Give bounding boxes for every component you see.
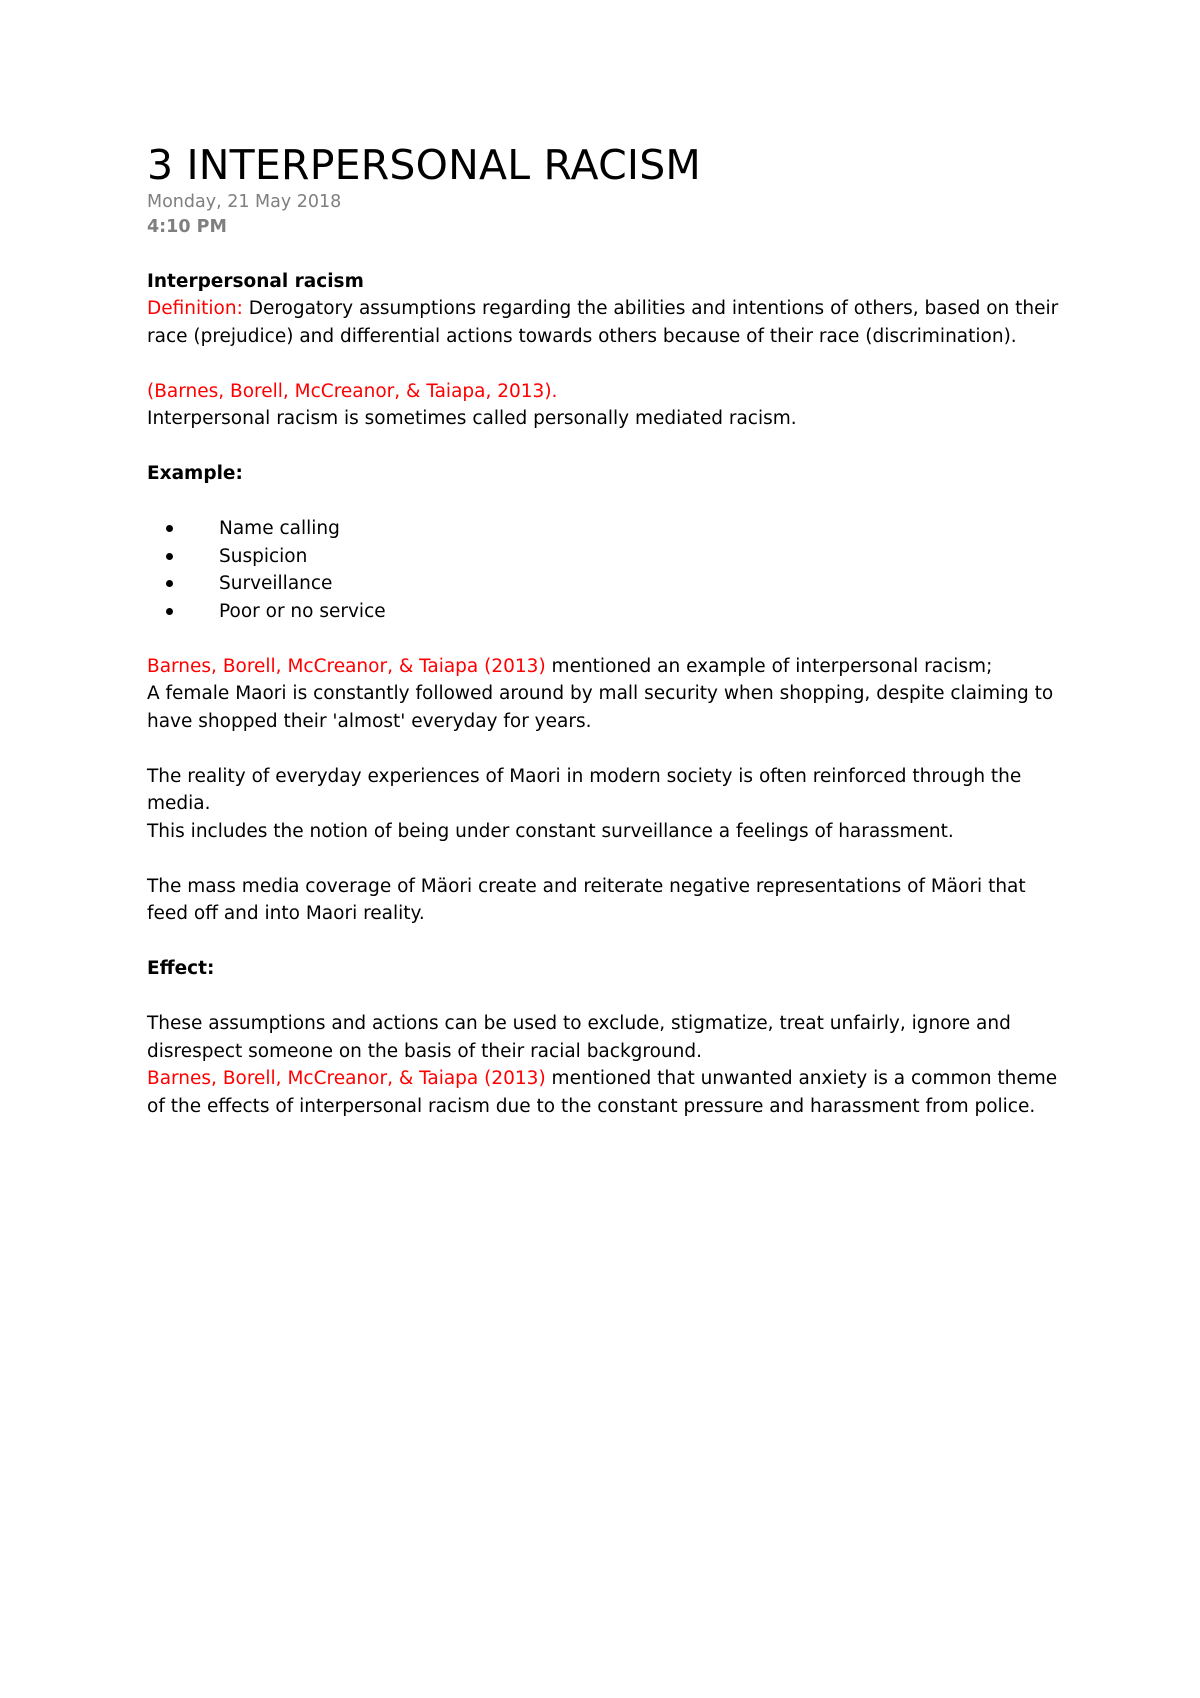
list-item-label: Name calling <box>219 518 340 539</box>
list-item <box>147 515 1067 543</box>
example-citation: Barnes, Borell, McCreanor, & Taiapa (2013) <box>147 655 546 677</box>
example-list <box>147 515 1067 625</box>
page-time: 4:10 PM <box>147 217 227 237</box>
page-date: Monday, 21 May 2018 <box>147 192 342 212</box>
example-story: A female Maori is constantly followed around by mall security when shopping, despite claiming to have shopped their 'almost' everyday for years. <box>147 683 1054 732</box>
media-paragraph: The mass media coverage of Mäori create and reiterate negative representations of Mäori that feed off and into Maori reality. <box>147 875 1026 924</box>
definition-paragraph <box>147 295 1067 350</box>
reality-line-2: This includes the notion of being under constant surveillance a feelings of harassment. <box>147 820 954 842</box>
example-intro <box>147 653 1067 681</box>
bullet-icon <box>166 580 173 587</box>
definition-text: Derogatory assumptions regarding the abilities and intentions of others, based on their race (prejudice) and differential actions towards others because of their race (discrimination). <box>147 298 1059 347</box>
definition-citation: (Barnes, Borell, McCreanor, & Taiapa, 2013). <box>147 380 558 402</box>
bullet-icon <box>166 525 173 532</box>
example-heading: Example: <box>147 463 243 484</box>
effect-citation: Barnes, Borell, McCreanor, & Taiapa (2013) <box>147 1068 546 1089</box>
list-item-label: Poor or no service <box>219 600 386 622</box>
example-intro-text: mentioned an example of interpersonal racism; <box>545 655 993 677</box>
list-item-label: Surveillance <box>219 573 333 594</box>
effect-paragraph: These assumptions and actions can be used to exclude, stigmatize, treat unfairly, ignore and disrespect someone on the basis of their racial background. <box>147 1013 1011 1062</box>
document-body <box>147 140 1067 1120</box>
list-item-label: Suspicion <box>219 545 308 567</box>
bullet-icon <box>166 553 173 560</box>
effect-citation-paragraph <box>147 1065 1067 1120</box>
list-item <box>147 570 1067 598</box>
section-heading: Interpersonal racism <box>147 270 364 292</box>
effect-heading: Effect: <box>147 958 215 979</box>
definition-label: Definition: <box>147 298 243 319</box>
effect-tail-text: mentioned that unwanted anxiety is a common theme of the effects of interpersonal racism due to the constant pressure and harassment from police. <box>147 1068 1058 1117</box>
alias-sentence: Interpersonal racism is sometimes called personally mediated racism. <box>147 408 797 429</box>
page-title: 3 INTERPERSONAL RACISM <box>147 141 701 189</box>
list-item <box>147 543 1067 571</box>
reality-line-1: The reality of everyday experiences of Maori in modern society is often reinforced through the media. <box>147 765 1022 814</box>
list-item <box>147 598 1067 626</box>
bullet-icon <box>166 608 173 615</box>
